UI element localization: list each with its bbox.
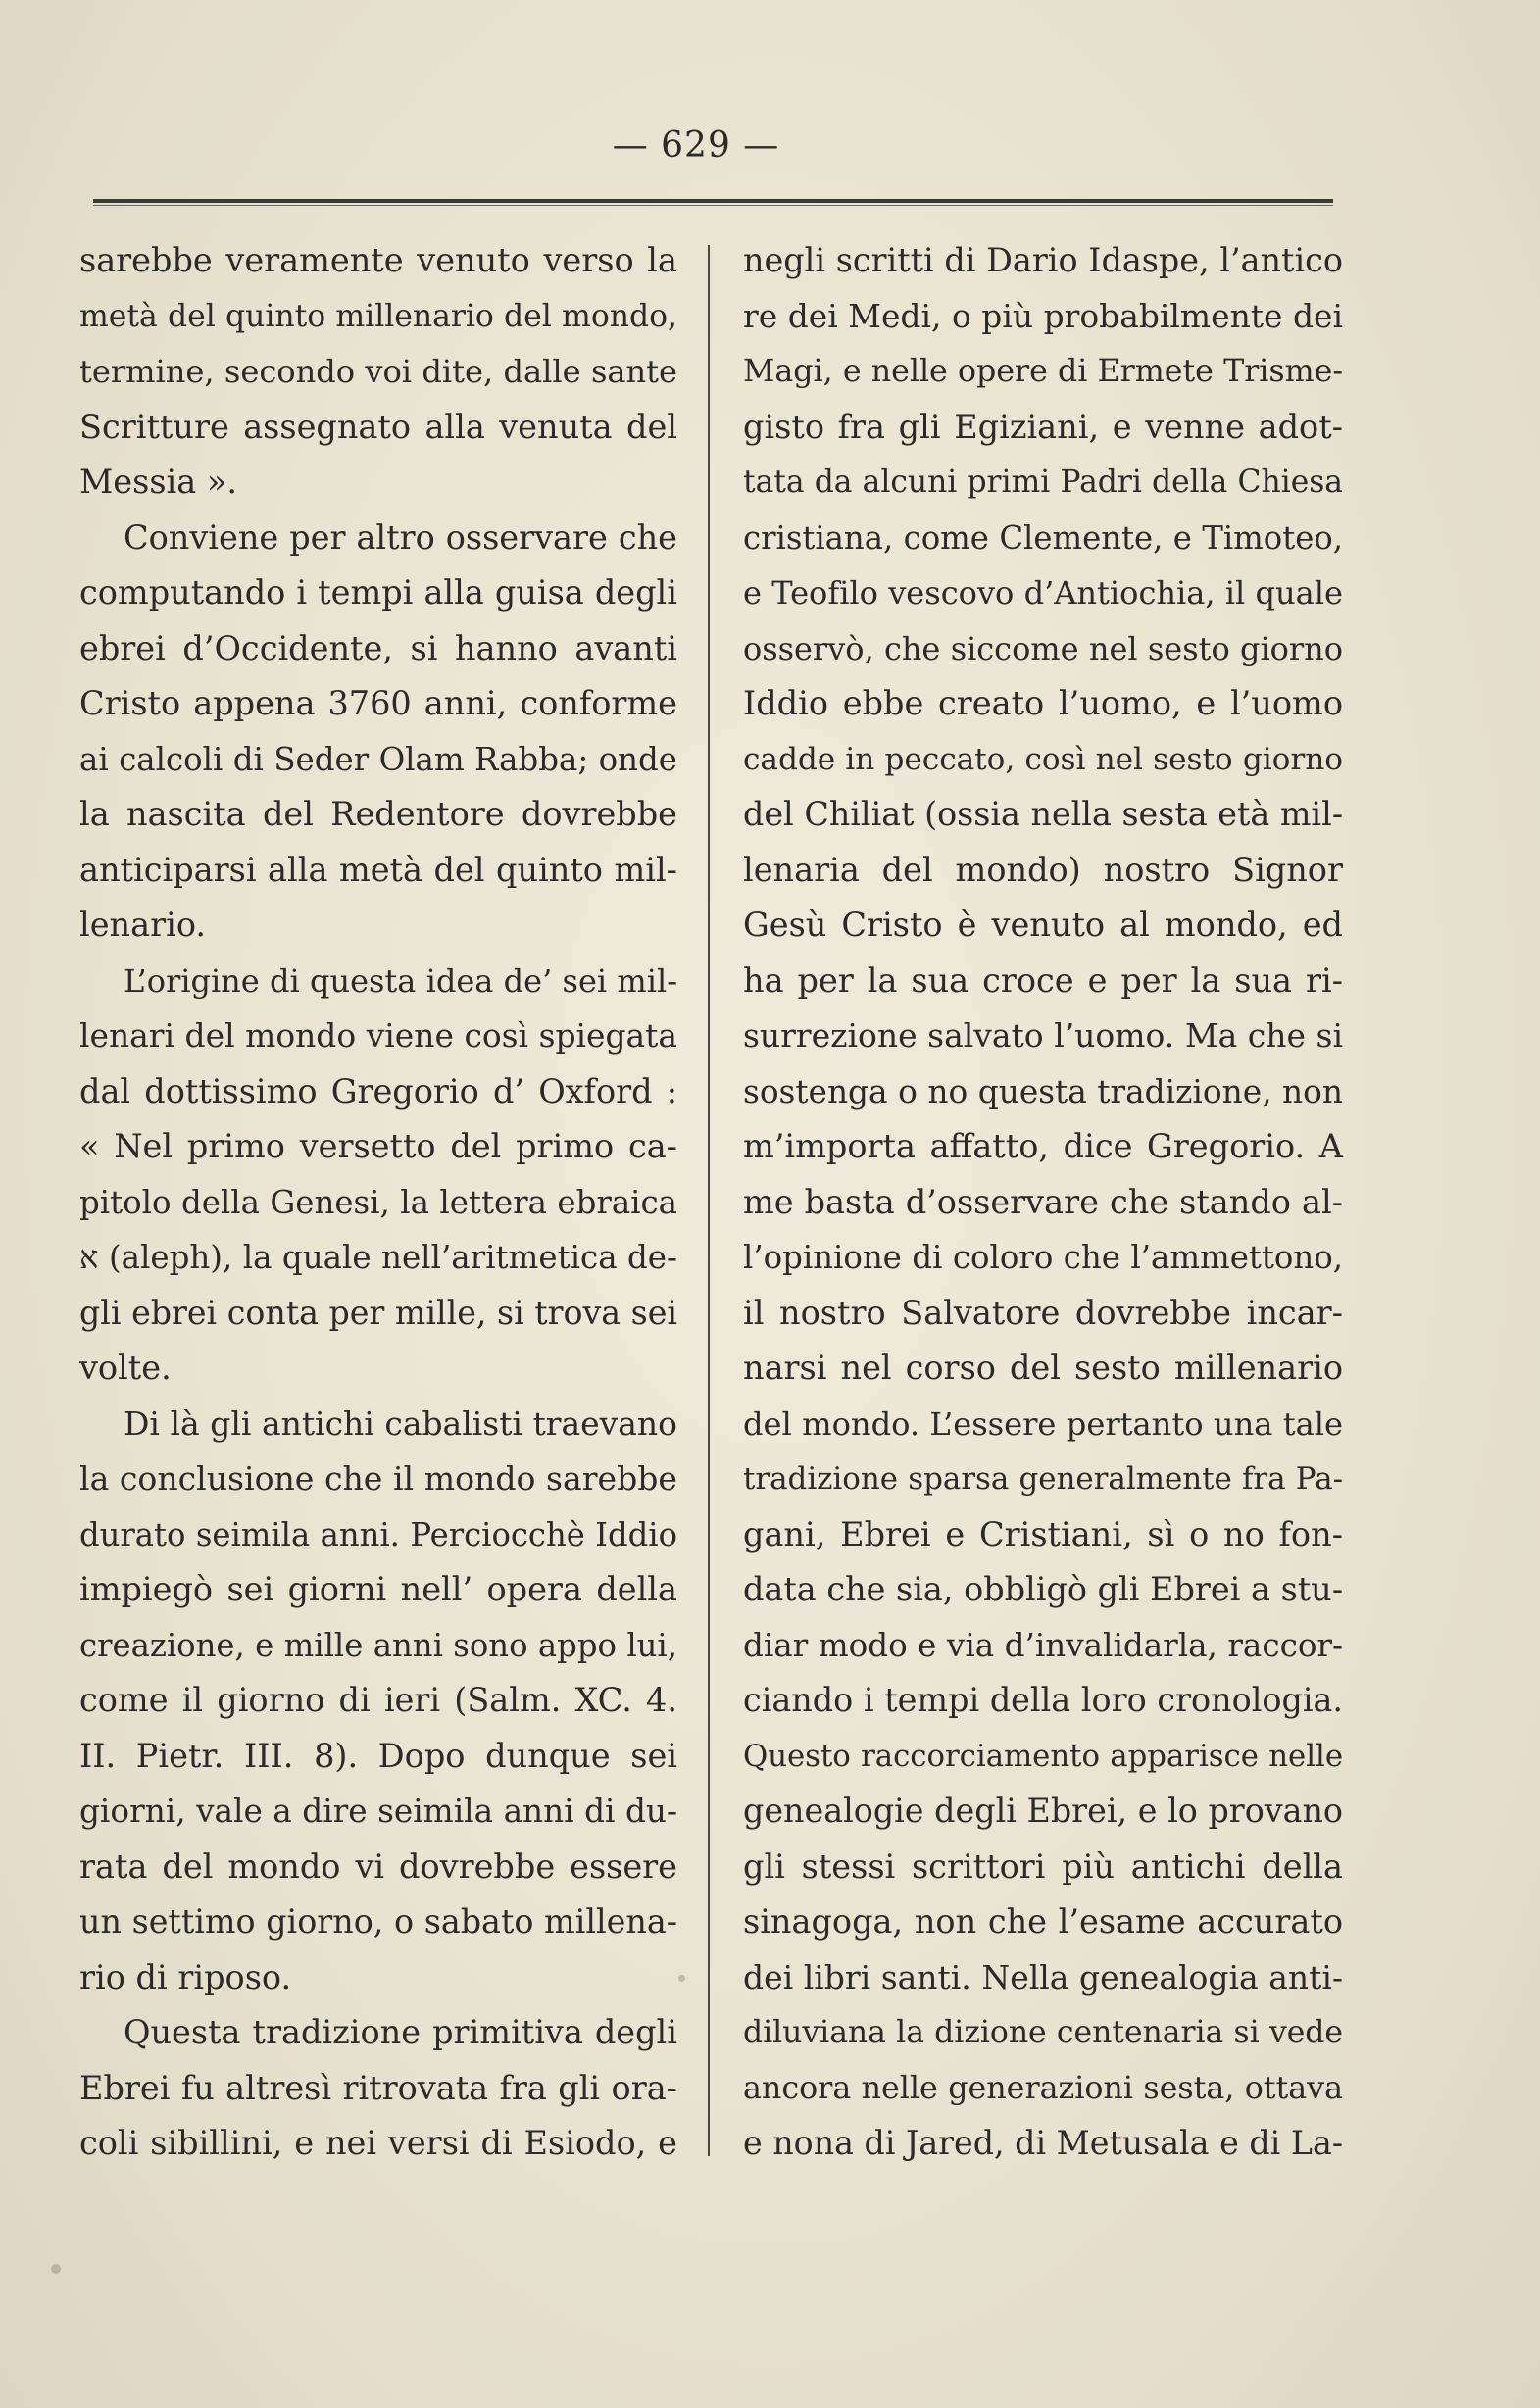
text-line: L’origine di questa idea de’ sei mil- xyxy=(124,961,677,1000)
text-line: sarebbe veramente venuto verso la xyxy=(79,241,677,279)
text-line: il nostro Salvatore dovrebbe incar- xyxy=(743,1293,1343,1332)
text-line: cristiana, come Clemente, e Timoteo, xyxy=(743,518,1343,557)
text-line: Scritture assegnato alla venuta del xyxy=(79,407,677,446)
text-line: genealogie degli Ebrei, e lo provano xyxy=(743,1792,1343,1830)
text-line: Conviene per altro osservare che xyxy=(124,517,677,557)
text-line: volte. xyxy=(79,1349,172,1387)
text-line: gisto fra gli Egiziani, e venne adot- xyxy=(743,407,1343,446)
text-line: giorni, vale a dire seimila anni di du- xyxy=(79,1793,677,1830)
right-column xyxy=(743,233,1343,2172)
text-line: ancora nelle generazioni sesta, ottava xyxy=(743,2070,1343,2106)
text-line: un settimo giorno, o sabato millena- xyxy=(79,1902,677,1941)
text-line: Ebrei fu altresì ritrovata fra gli ora- xyxy=(79,2068,677,2107)
text-line: del Chiliat (ossia nella sesta età mil- xyxy=(743,795,1343,833)
text-line: impiegò sei giorni nell’ opera della xyxy=(79,1570,677,1608)
text-line: Messia ». xyxy=(79,463,237,501)
text-line: la conclusione che il mondo sarebbe xyxy=(79,1459,677,1498)
text-line: computando i tempi alla guisa degli xyxy=(79,573,677,612)
text-line: la nascita del Redentore dovrebbe xyxy=(79,795,677,833)
text-line: come il giorno di ieri (Salm. XC. 4. xyxy=(79,1681,677,1719)
text-line: א (aleph), la quale nell’aritmetica de- xyxy=(79,1239,677,1276)
text-line: tradizione sparsa generalmente fra Pa- xyxy=(743,1461,1343,1497)
text-line: negli scritti di Dario Idaspe, l’antico xyxy=(743,241,1343,279)
text-line: II. Pietr. III. 8). Dopo dunque sei xyxy=(79,1736,677,1775)
text-line: « Nel primo versetto del primo ca- xyxy=(79,1127,677,1165)
text-line: l’opinione di coloro che l’ammettono, xyxy=(743,1239,1343,1276)
left-column xyxy=(79,233,677,2172)
text-line: dal dottissimo Gregorio d’ Oxford : xyxy=(79,1071,677,1110)
text-line: lenari del mondo viene così spiegata xyxy=(79,1016,677,1055)
text-line: rata del mondo vi dovrebbe essere xyxy=(79,1846,677,1886)
text-line: lenario. xyxy=(79,906,207,944)
text-line: e Teofilo vescovo d’Antiochia, il quale xyxy=(743,574,1343,612)
text-line: Questo raccorciamento apparisce nelle xyxy=(743,1738,1343,1774)
text-line: ai calcoli di Seder Olam Rabba; onde xyxy=(79,740,677,778)
text-line: sinagoga, non che l’esame accurato xyxy=(743,1902,1343,1941)
text-line: diluviana la dizione centenaria si vede xyxy=(743,2015,1343,2050)
text-line: gli stessi scrittori più antichi della xyxy=(743,1846,1343,1886)
text-line: e nona di Jared, di Metusala e di La- xyxy=(743,2124,1343,2162)
text-line: ciando i tempi della loro cronologia. xyxy=(743,1681,1343,1719)
text-line: rio di riposo. xyxy=(79,1957,292,1996)
text-line: termine, secondo voi dite, dalle sante xyxy=(79,353,677,390)
text-line: Gesù Cristo è venuto al mondo, ed xyxy=(743,906,1343,944)
text-line: lenaria del mondo) nostro Signor xyxy=(743,850,1343,889)
text-line: del mondo. L’essere pertanto una tale xyxy=(743,1404,1343,1443)
text-line: ebrei d’Occidente, si hanno avanti xyxy=(79,628,677,667)
text-line: creazione, e mille anni sono appo lui, xyxy=(79,1626,677,1664)
foxing-spot xyxy=(678,1975,685,1982)
header-rule-thin xyxy=(93,205,1333,206)
text-line: tata da alcuni primi Padri della Chiesa xyxy=(743,465,1343,500)
text-line: durato seimila anni. Perciocchè Iddio xyxy=(79,1515,677,1553)
text-line: re dei Medi, o più probabilmente dei xyxy=(743,296,1343,335)
text-line: cadde in peccato, così nel sesto giorno xyxy=(743,741,1343,777)
text-line: pitolo della Genesi, la lettera ebraica xyxy=(79,1183,677,1221)
text-line: sostenga o no questa tradizione, non xyxy=(743,1072,1343,1110)
text-line: anticiparsi alla metà del quinto mil- xyxy=(79,850,677,889)
text-line: narsi nel corso del sesto millenario xyxy=(743,1349,1343,1387)
text-line: Iddio ebbe creato l’uomo, e l’uomo xyxy=(743,684,1343,722)
text-line: Magi, e nelle opere di Ermete Trisme- xyxy=(743,354,1343,389)
text-line: dei libri santi. Nella genealogia anti- xyxy=(743,1957,1343,1996)
text-line: osservò, che siccome nel sesto giorno xyxy=(743,629,1343,667)
text-line: diar modo e via d’invalidarla, raccor- xyxy=(743,1626,1343,1664)
text-line: gli ebrei conta per mille, si trova sei xyxy=(79,1293,677,1332)
text-line: Questa tradizione primitiva degli xyxy=(124,2013,677,2051)
text-line: me basta d’osservare che stando al- xyxy=(743,1182,1343,1221)
page-number: — 629 — xyxy=(612,125,780,166)
text-line: data che sia, obbligò gli Ebrei a stu- xyxy=(743,1570,1343,1608)
text-line: Cristo appena 3760 anni, conforme xyxy=(79,684,677,722)
text-line: surrezione salvato l’uomo. Ma che si xyxy=(743,1016,1343,1055)
text-line: ha per la sua croce e per la sua ri- xyxy=(743,960,1343,1000)
text-line: coli sibillini, e nei versi di Esiodo, e xyxy=(79,2124,677,2162)
header-rule xyxy=(93,199,1333,203)
foxing-spot xyxy=(51,2264,61,2274)
text-line: metà del quinto millenario del mondo, xyxy=(79,298,677,334)
text-line: Di là gli antichi cabalisti traevano xyxy=(124,1403,677,1443)
text-line: m’importa affatto, dice Gregorio. A xyxy=(743,1127,1343,1165)
column-divider xyxy=(708,245,710,2156)
text-line: gani, Ebrei e Cristiani, sì o no fon- xyxy=(743,1514,1343,1553)
